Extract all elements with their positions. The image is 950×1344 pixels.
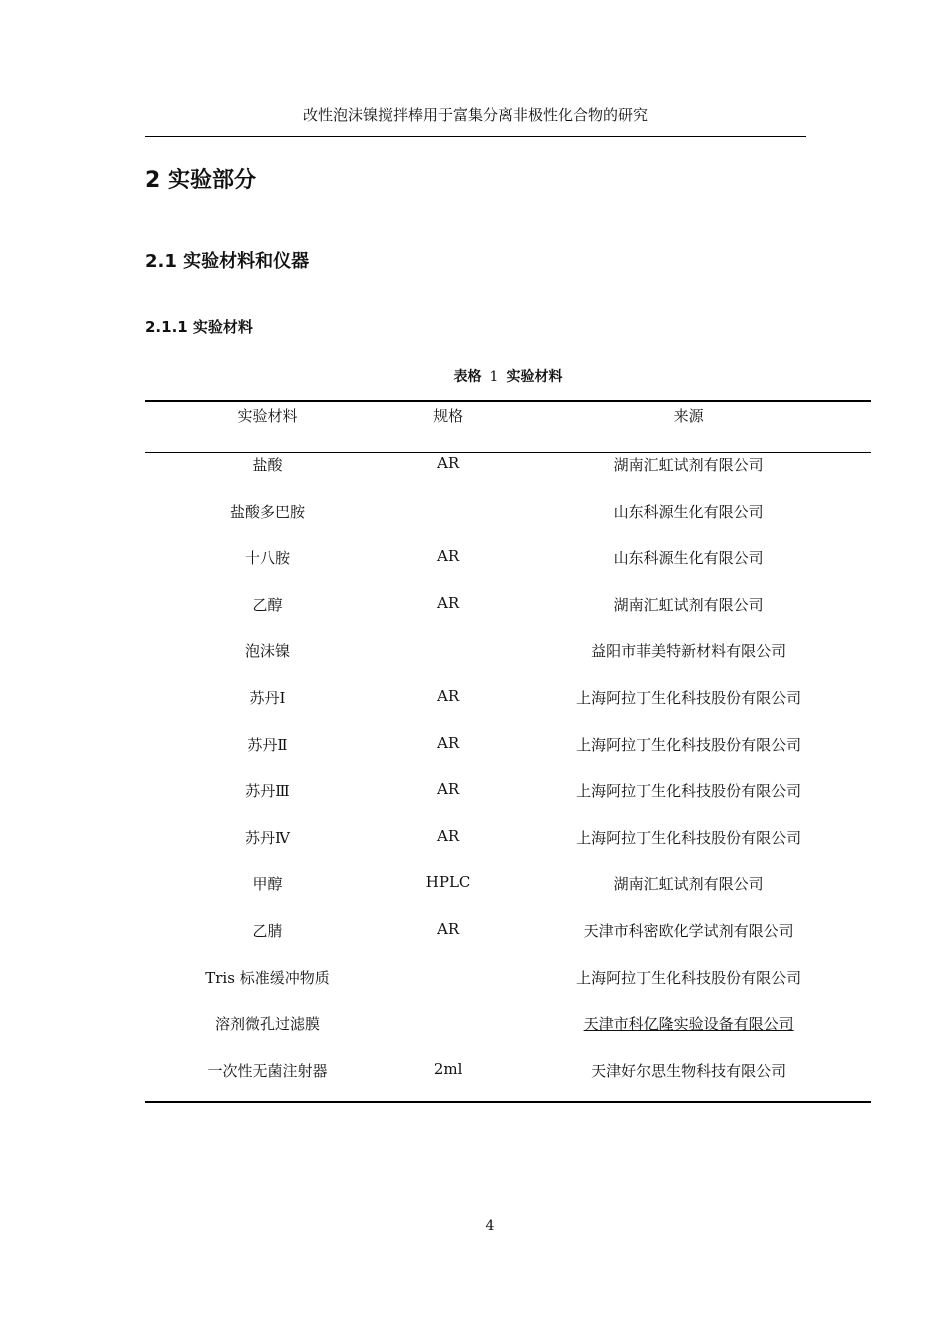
cell-source: 上海阿拉丁生化科技股份有限公司 [576,968,802,987]
cell-material: 苏丹Ⅰ [249,688,286,707]
cell-material: 泡沫镍 [244,642,290,661]
table-row [145,1012,871,1059]
cell-source: 湖南汇虹试剂有限公司 [613,456,764,474]
cell-spec: 2ml [390,1059,506,1102]
column-header-source: 来源 [506,401,871,453]
cell-source: 湖南汇虹试剂有限公司 [613,875,764,894]
cell-source: 上海阿拉丁生化科技股份有限公司 [576,688,802,707]
cell-source: 天津市科密欧化学试剂有限公司 [583,921,794,940]
cell-source: 上海阿拉丁生化科技股份有限公司 [576,782,802,801]
cell-material: 甲醇 [252,875,283,894]
table-caption [145,367,871,387]
subsubsection-title: 2.1.1 实验材料 [145,318,253,336]
column-header-material: 实验材料 [145,401,390,453]
table-row [145,966,871,1013]
cell-spec [390,639,506,686]
chapter-title: 2 实验部分 [145,168,256,193]
cell-source: 山东科源生化有限公司 [613,549,764,568]
cell-spec [390,500,506,547]
materials-table [145,400,871,1103]
subsection-title: 2.1 实验材料和仪器 [145,251,310,272]
table-row [145,593,871,640]
cell-material: 十八胺 [244,549,290,568]
cell-spec: AR [437,593,460,612]
table-caption-label: 表格 [453,369,482,385]
cell-source: 山东科源生化有限公司 [613,502,764,521]
cell-material: Tris 标准缓冲物质 [205,968,330,987]
table-header-row [145,401,871,453]
table-caption-text: 实验材料 [506,369,563,385]
cell-spec: AR [437,919,460,938]
table-row [145,1059,871,1102]
table-row [145,826,871,873]
cell-source: 天津好尔思生物科技有限公司 [506,1059,871,1102]
cell-material: 溶剂微孔过滤膜 [214,1015,320,1034]
cell-source-link[interactable]: 天津市科亿隆实验设备有限公司 [583,1015,794,1034]
table-row [145,453,871,500]
cell-material: 乙腈 [252,921,283,940]
running-header-title: 改性泡沫镍搅拌棒用于富集分离非极性化合物的研究 [302,106,648,124]
cell-source: 益阳市菲美特新材料有限公司 [591,642,787,661]
cell-spec: AR [437,780,460,799]
cell-material: 苏丹Ⅲ [245,782,290,801]
cell-source: 湖南汇虹试剂有限公司 [613,595,764,614]
cell-source: 上海阿拉丁生化科技股份有限公司 [576,828,802,847]
column-header-spec: 规格 [390,401,506,453]
cell-spec: AR [437,733,460,752]
table-caption-number: 1 [489,369,499,385]
cell-spec: AR [437,826,460,845]
table-row [145,639,871,686]
header-divider [145,136,806,137]
table-row [145,779,871,826]
cell-spec [390,1012,506,1059]
table-row [145,733,871,780]
cell-spec: AR [437,547,460,566]
cell-material: 一次性无菌注射器 [145,1059,390,1102]
cell-spec: HPLC [425,873,471,892]
cell-source: 上海阿拉丁生化科技股份有限公司 [576,735,802,754]
cell-material: 盐酸多巴胺 [229,502,305,521]
table-row [145,686,871,733]
cell-spec [390,966,506,1013]
table-row [145,872,871,919]
table-row [145,500,871,547]
cell-spec: AR [437,454,460,472]
cell-material: 苏丹Ⅳ [244,828,290,847]
table-row [145,919,871,966]
cell-material: 盐酸 [252,456,283,474]
cell-spec: AR [437,686,460,705]
cell-material: 苏丹Ⅱ [247,735,288,754]
cell-material: 乙醇 [252,595,283,614]
table-row [145,546,871,593]
page-number: 4 [485,1218,495,1234]
